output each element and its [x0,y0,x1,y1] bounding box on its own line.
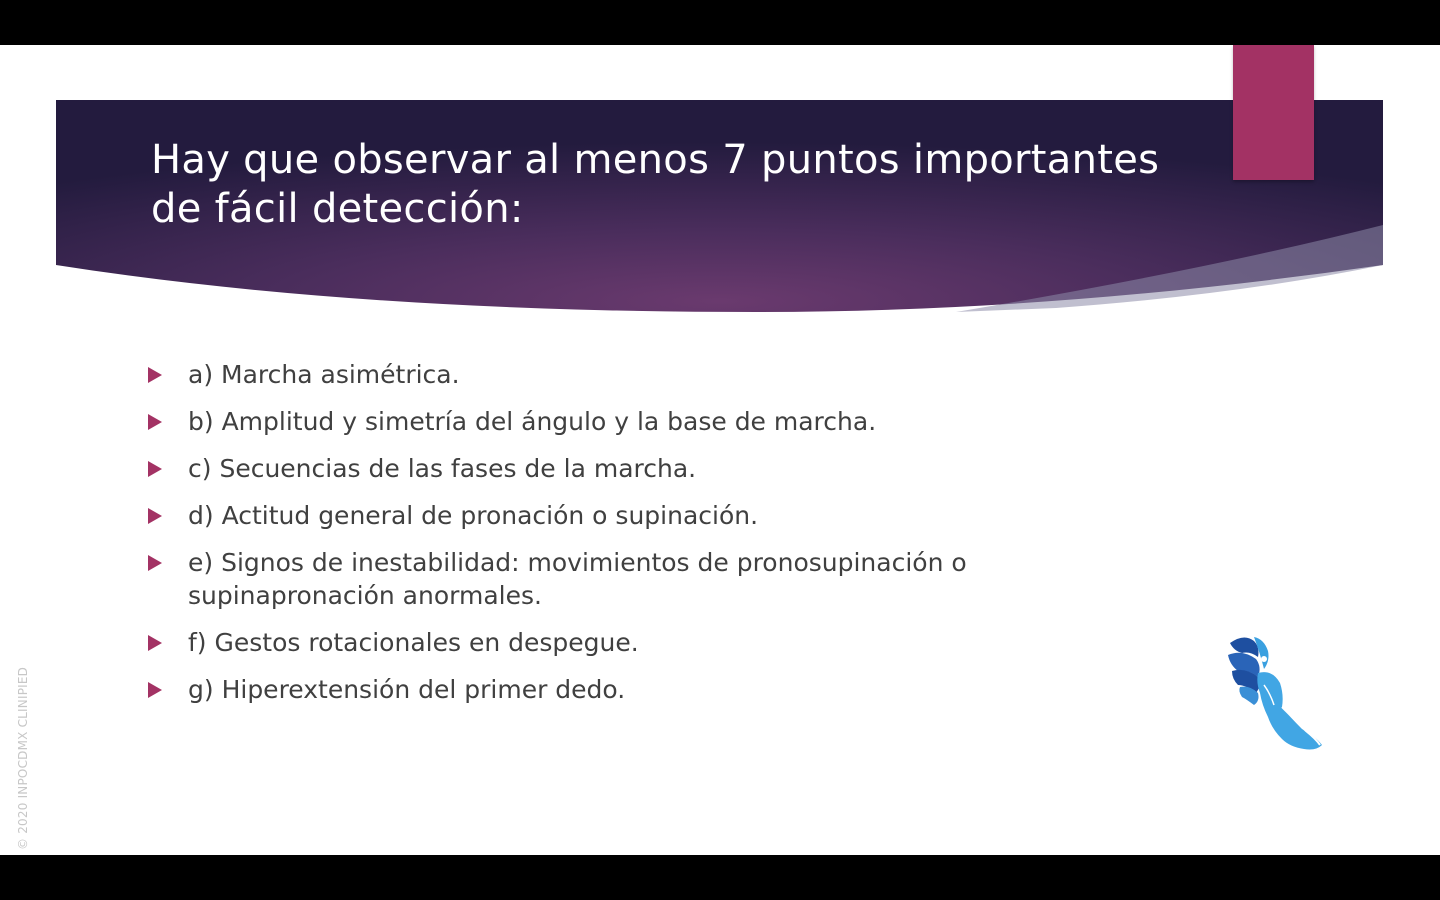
list-item-text: b) Amplitud y simetría del ángulo y la base de marcha. [188,407,877,436]
title-line-1: Hay que observar al menos 7 puntos importantes [151,137,1160,183]
triangle-bullet-icon [148,635,162,651]
list-item-text: f) Gestos rotacionales en despegue. [188,628,639,657]
list-item-text: a) Marcha asimétrica. [188,360,460,389]
list-item [148,452,1048,485]
triangle-bullet-icon [148,414,162,430]
accent-rectangle [1233,45,1314,180]
list-item-text: c) Secuencias de las fases de la marcha. [188,454,697,483]
triangle-bullet-icon [148,367,162,383]
list-item-text: e) Signos de inestabilidad: movimientos de pronosupinación o supinapronación anormales. [188,548,967,610]
list-item [148,626,1048,659]
copyright-watermark: © 2020 INPOCDMX CLINIPIED [16,666,30,850]
list-item-text: d) Actitud general de pronación o supinación. [188,501,759,530]
list-item [148,405,1048,438]
list-item-text: g) Hiperextensión del primer dedo. [188,675,626,704]
list-item [148,499,1048,532]
list-item [148,358,1048,391]
bullet-list [148,358,1048,720]
slide [0,45,1440,855]
list-item [148,673,1048,706]
triangle-bullet-icon [148,555,162,571]
slide-title [151,136,1191,234]
winged-foot-logo [1224,633,1326,753]
title-line-2: de fácil detección: [151,186,524,232]
triangle-bullet-icon [148,508,162,524]
triangle-bullet-icon [148,461,162,477]
list-item [148,546,1048,612]
triangle-bullet-icon [148,682,162,698]
